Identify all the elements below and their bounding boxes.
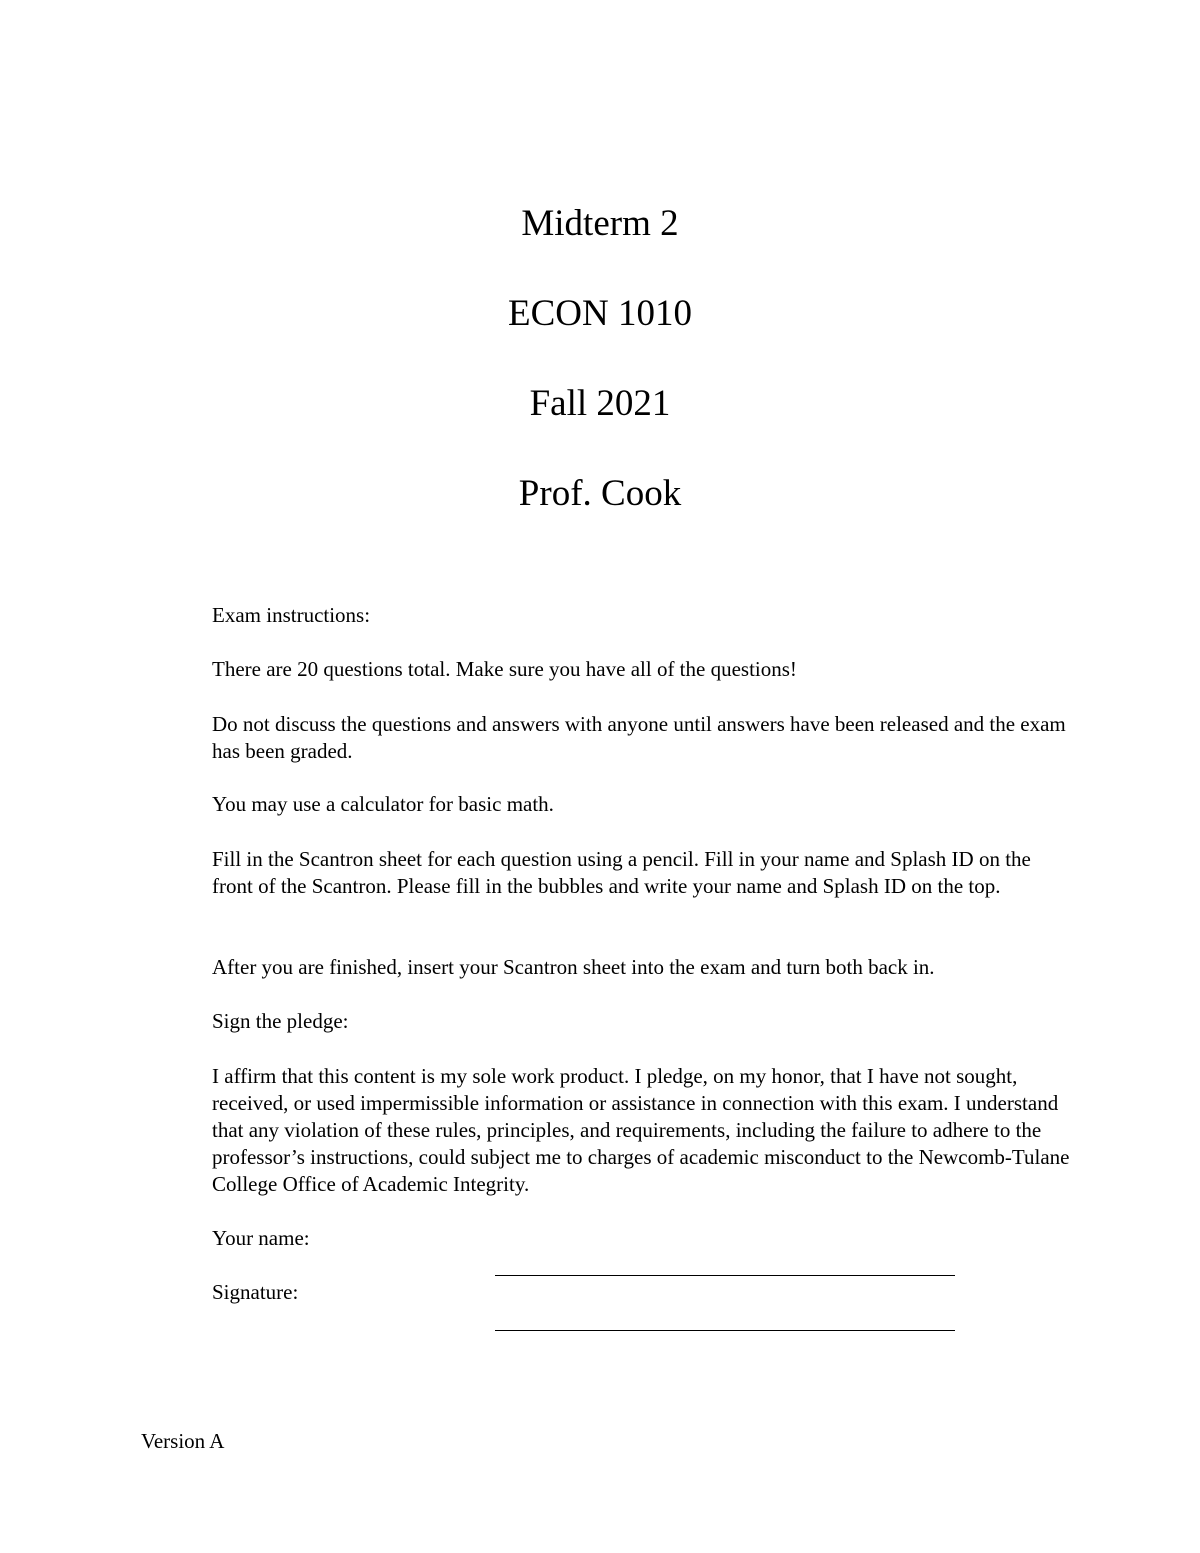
signature-label: Signature: — [212, 1280, 299, 1304]
name-line[interactable] — [495, 1275, 955, 1276]
instructions-heading: Exam instructions: — [212, 603, 371, 627]
version-label: Version A — [141, 1429, 225, 1453]
turn-in-instruction: After you are finished, insert your Scantron sheet into the exam and turn both back in. — [212, 955, 935, 979]
scantron-instruction: Fill in the Scantron sheet for each question using a pencil. Fill in your name and Splash ID on the front of the Scantron. Please fill in the bubbles and write your name and Splash ID on the top. — [212, 847, 1031, 898]
pledge-text: I affirm that this content is my sole work product. I pledge, on my honor, that I have not sought, received, or used impermissible information or assistance in connection with this exam. I understand that any violation of these rules, principles, and requirements, including the failure to adhere to the professor’s instructions, could subject me to charges of academic misconduct to the Newcomb-Tulane College Office of Academic Integrity. — [212, 1064, 1070, 1196]
name-label: Your name: — [212, 1226, 310, 1250]
no-discussion-instruction: Do not discuss the questions and answers with anyone until answers have been released and the exam has been graded. — [212, 712, 1066, 763]
pledge-heading: Sign the pledge: — [212, 1009, 349, 1033]
question-count-instruction: There are 20 questions total. Make sure you have all of the questions! — [212, 657, 797, 681]
professor-name: Prof. Cook — [518, 473, 682, 514]
exam-title: Midterm 2 — [521, 203, 679, 244]
term: Fall 2021 — [529, 383, 671, 424]
calculator-instruction: You may use a calculator for basic math. — [212, 792, 554, 816]
course-code: ECON 1010 — [508, 293, 692, 334]
signature-line[interactable] — [495, 1330, 955, 1331]
